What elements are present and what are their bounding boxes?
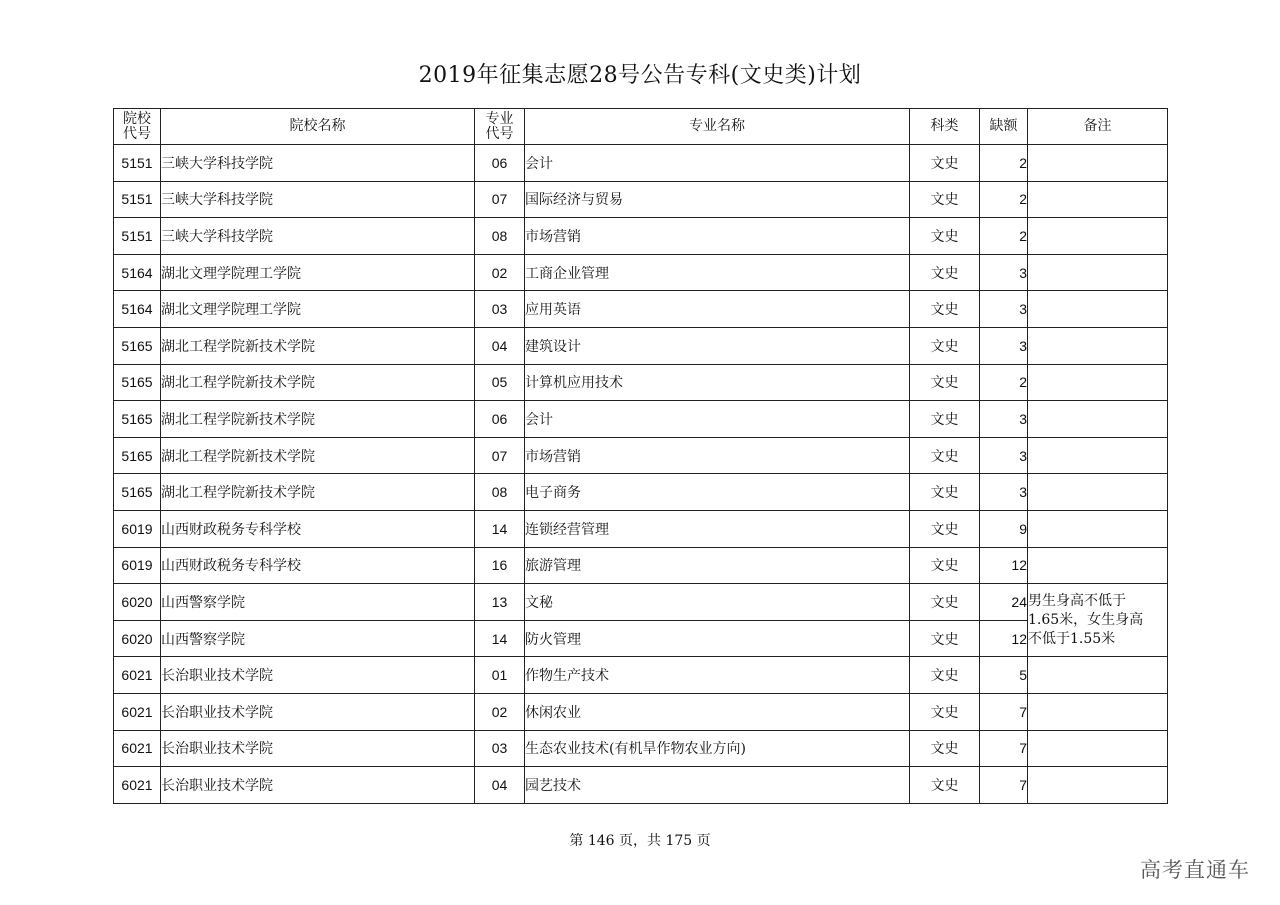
header-major-code-line2: 代号 bbox=[485, 125, 514, 142]
cell-school-code: 6019 bbox=[114, 547, 161, 584]
cell-remarks-merged bbox=[1028, 584, 1168, 657]
table-row bbox=[114, 145, 1168, 182]
cell-vacancies: 2 bbox=[980, 218, 1028, 255]
table-row bbox=[114, 437, 1168, 474]
cell-vacancies: 7 bbox=[980, 730, 1028, 767]
cell-major-name: 应用英语 bbox=[525, 291, 910, 328]
cell-vacancies: 5 bbox=[980, 657, 1028, 694]
header-major-code-line1: 专业 bbox=[485, 110, 514, 127]
cell-major-name: 生态农业技术(有机旱作物农业方向) bbox=[525, 730, 910, 767]
cell-school-name: 三峡大学科技学院 bbox=[161, 145, 475, 182]
cell-school-code: 6020 bbox=[114, 620, 161, 657]
cell-vacancies: 7 bbox=[980, 767, 1028, 804]
cell-category: 文史 bbox=[910, 181, 980, 218]
table-row bbox=[114, 730, 1168, 767]
cell-major-name: 电子商务 bbox=[525, 474, 910, 511]
cell-school-name: 湖北工程学院新技术学院 bbox=[161, 437, 475, 474]
cell-school-name: 三峡大学科技学院 bbox=[161, 181, 475, 218]
cell-major-code: 02 bbox=[475, 254, 525, 291]
cell-vacancies: 2 bbox=[980, 181, 1028, 218]
table-row bbox=[114, 364, 1168, 401]
cell-vacancies: 3 bbox=[980, 327, 1028, 364]
cell-school-code: 5165 bbox=[114, 401, 161, 438]
cell-vacancies: 3 bbox=[980, 254, 1028, 291]
header-school-code bbox=[114, 109, 161, 145]
cell-major-code: 04 bbox=[475, 767, 525, 804]
cell-vacancies: 3 bbox=[980, 474, 1028, 511]
cell-school-code: 5165 bbox=[114, 327, 161, 364]
cell-remarks bbox=[1028, 145, 1168, 182]
cell-category: 文史 bbox=[910, 327, 980, 364]
cell-school-code: 5164 bbox=[114, 254, 161, 291]
watermark: 高考直通车 bbox=[1140, 858, 1250, 882]
cell-school-name: 湖北工程学院新技术学院 bbox=[161, 474, 475, 511]
cell-school-name: 湖北文理学院理工学院 bbox=[161, 254, 475, 291]
cell-school-name: 山西财政税务专科学校 bbox=[161, 547, 475, 584]
cell-category: 文史 bbox=[910, 254, 980, 291]
cell-major-name: 市场营销 bbox=[525, 437, 910, 474]
cell-remarks bbox=[1028, 767, 1168, 804]
cell-school-name: 长治职业技术学院 bbox=[161, 767, 475, 804]
cell-major-code: 06 bbox=[475, 145, 525, 182]
cell-school-code: 6021 bbox=[114, 693, 161, 730]
cell-school-code: 5165 bbox=[114, 364, 161, 401]
cell-school-name: 长治职业技术学院 bbox=[161, 657, 475, 694]
cell-category: 文史 bbox=[910, 547, 980, 584]
cell-major-code: 14 bbox=[475, 620, 525, 657]
cell-school-code: 6020 bbox=[114, 584, 161, 621]
cell-vacancies: 2 bbox=[980, 364, 1028, 401]
remark-line: 1.65米，女生身高 bbox=[1028, 611, 1144, 628]
cell-major-code: 01 bbox=[475, 657, 525, 694]
cell-major-code: 08 bbox=[475, 474, 525, 511]
cell-category: 文史 bbox=[910, 218, 980, 255]
table-row bbox=[114, 291, 1168, 328]
cell-major-name: 工商企业管理 bbox=[525, 254, 910, 291]
cell-major-name: 连锁经营管理 bbox=[525, 510, 910, 547]
cell-category: 文史 bbox=[910, 730, 980, 767]
cell-vacancies: 3 bbox=[980, 291, 1028, 328]
cell-remarks bbox=[1028, 437, 1168, 474]
header-major-code bbox=[475, 109, 525, 145]
table-row bbox=[114, 218, 1168, 255]
header-school-code-line2: 代号 bbox=[123, 125, 151, 142]
cell-major-code: 03 bbox=[475, 291, 525, 328]
cell-category: 文史 bbox=[910, 510, 980, 547]
cell-remarks bbox=[1028, 364, 1168, 401]
cell-vacancies: 3 bbox=[980, 401, 1028, 438]
cell-major-name: 文秘 bbox=[525, 584, 910, 621]
cell-major-name: 会计 bbox=[525, 145, 910, 182]
cell-major-code: 07 bbox=[475, 437, 525, 474]
remark-line: 男生身高不低于 bbox=[1028, 592, 1126, 609]
cell-category: 文史 bbox=[910, 693, 980, 730]
cell-vacancies: 24 bbox=[980, 584, 1028, 621]
cell-remarks bbox=[1028, 693, 1168, 730]
cell-category: 文史 bbox=[910, 401, 980, 438]
table-row bbox=[114, 181, 1168, 218]
cell-school-code: 6019 bbox=[114, 510, 161, 547]
table-body bbox=[114, 145, 1168, 804]
cell-vacancies: 12 bbox=[980, 547, 1028, 584]
cell-remarks bbox=[1028, 730, 1168, 767]
cell-school-code: 5151 bbox=[114, 145, 161, 182]
header-vacancies: 缺额 bbox=[980, 109, 1028, 145]
cell-major-name: 园艺技术 bbox=[525, 767, 910, 804]
cell-major-name: 会计 bbox=[525, 401, 910, 438]
header-category: 科类 bbox=[910, 109, 980, 145]
cell-school-name: 山西财政税务专科学校 bbox=[161, 510, 475, 547]
table-row bbox=[114, 474, 1168, 511]
cell-major-code: 06 bbox=[475, 401, 525, 438]
cell-major-name: 计算机应用技术 bbox=[525, 364, 910, 401]
cell-vacancies: 3 bbox=[980, 437, 1028, 474]
cell-school-code: 5164 bbox=[114, 291, 161, 328]
cell-school-code: 6021 bbox=[114, 657, 161, 694]
cell-school-code: 5151 bbox=[114, 218, 161, 255]
cell-category: 文史 bbox=[910, 657, 980, 694]
cell-category: 文史 bbox=[910, 145, 980, 182]
cell-school-code: 6021 bbox=[114, 730, 161, 767]
header-school-name: 院校名称 bbox=[161, 109, 475, 145]
table-row bbox=[114, 401, 1168, 438]
cell-remarks bbox=[1028, 401, 1168, 438]
table-row bbox=[114, 767, 1168, 804]
page-footer: 第 146 页，共 175 页 bbox=[569, 833, 711, 849]
enrollment-plan-table bbox=[113, 108, 1168, 804]
cell-major-code: 16 bbox=[475, 547, 525, 584]
cell-major-name: 国际经济与贸易 bbox=[525, 181, 910, 218]
cell-school-code: 5151 bbox=[114, 181, 161, 218]
cell-major-code: 03 bbox=[475, 730, 525, 767]
cell-major-name: 市场营销 bbox=[525, 218, 910, 255]
cell-major-name: 防火管理 bbox=[525, 620, 910, 657]
cell-school-code: 6021 bbox=[114, 767, 161, 804]
page-title: 2019年征集志愿28号公告专科(文史类)计划 bbox=[418, 63, 862, 88]
cell-school-name: 山西警察学院 bbox=[161, 584, 475, 621]
cell-remarks bbox=[1028, 657, 1168, 694]
cell-major-code: 07 bbox=[475, 181, 525, 218]
cell-remarks bbox=[1028, 474, 1168, 511]
table-row bbox=[114, 327, 1168, 364]
cell-major-name: 旅游管理 bbox=[525, 547, 910, 584]
remark-line: 不低于1.55米 bbox=[1028, 630, 1116, 647]
cell-category: 文史 bbox=[910, 437, 980, 474]
cell-major-code: 08 bbox=[475, 218, 525, 255]
cell-remarks bbox=[1028, 291, 1168, 328]
cell-vacancies: 12 bbox=[980, 620, 1028, 657]
cell-category: 文史 bbox=[910, 474, 980, 511]
cell-category: 文史 bbox=[910, 291, 980, 328]
cell-vacancies: 7 bbox=[980, 693, 1028, 730]
table-row bbox=[114, 693, 1168, 730]
cell-school-name: 三峡大学科技学院 bbox=[161, 218, 475, 255]
cell-category: 文史 bbox=[910, 584, 980, 621]
cell-remarks bbox=[1028, 327, 1168, 364]
table-row bbox=[114, 620, 1168, 657]
header-major-name: 专业名称 bbox=[525, 109, 910, 145]
cell-school-name: 长治职业技术学院 bbox=[161, 693, 475, 730]
cell-school-name: 山西警察学院 bbox=[161, 620, 475, 657]
table-row bbox=[114, 547, 1168, 584]
cell-remarks bbox=[1028, 510, 1168, 547]
cell-major-code: 02 bbox=[475, 693, 525, 730]
cell-remarks bbox=[1028, 218, 1168, 255]
cell-category: 文史 bbox=[910, 364, 980, 401]
cell-category: 文史 bbox=[910, 620, 980, 657]
header-remarks: 备注 bbox=[1028, 109, 1168, 145]
cell-school-name: 湖北文理学院理工学院 bbox=[161, 291, 475, 328]
cell-remarks bbox=[1028, 254, 1168, 291]
cell-vacancies: 9 bbox=[980, 510, 1028, 547]
table-header-row bbox=[114, 109, 1168, 145]
table-row bbox=[114, 254, 1168, 291]
cell-category: 文史 bbox=[910, 767, 980, 804]
table-row bbox=[114, 657, 1168, 694]
cell-major-code: 14 bbox=[475, 510, 525, 547]
cell-school-name: 湖北工程学院新技术学院 bbox=[161, 327, 475, 364]
cell-major-code: 13 bbox=[475, 584, 525, 621]
cell-vacancies: 2 bbox=[980, 145, 1028, 182]
cell-major-name: 作物生产技术 bbox=[525, 657, 910, 694]
table-row bbox=[114, 510, 1168, 547]
cell-remarks bbox=[1028, 181, 1168, 218]
header-school-code-line1: 院校 bbox=[123, 110, 151, 127]
cell-major-name: 休闲农业 bbox=[525, 693, 910, 730]
cell-remarks bbox=[1028, 547, 1168, 584]
cell-school-name: 长治职业技术学院 bbox=[161, 730, 475, 767]
cell-major-code: 04 bbox=[475, 327, 525, 364]
cell-major-name: 建筑设计 bbox=[525, 327, 910, 364]
cell-school-name: 湖北工程学院新技术学院 bbox=[161, 401, 475, 438]
cell-school-code: 5165 bbox=[114, 474, 161, 511]
cell-school-code: 5165 bbox=[114, 437, 161, 474]
cell-school-name: 湖北工程学院新技术学院 bbox=[161, 364, 475, 401]
cell-major-code: 05 bbox=[475, 364, 525, 401]
table-row bbox=[114, 584, 1168, 621]
